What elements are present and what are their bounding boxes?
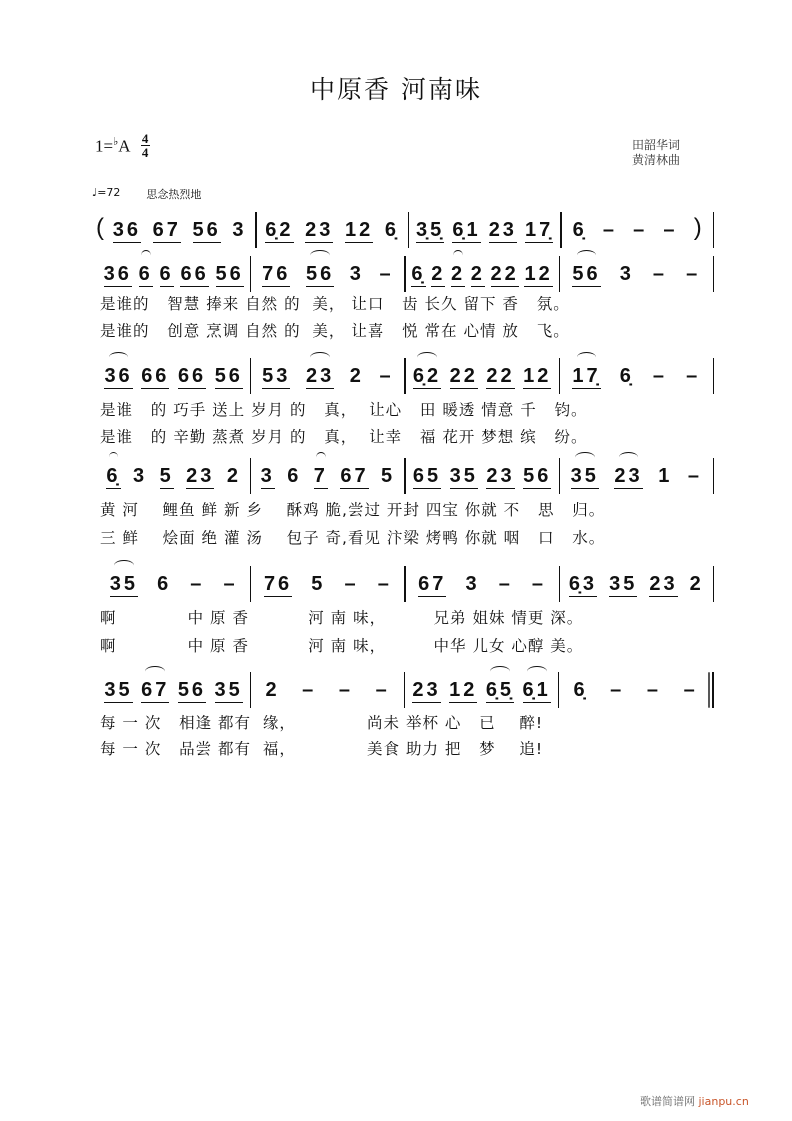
barline [713, 256, 714, 292]
measure [251, 262, 404, 287]
tempo-mark: ♩=72 [92, 186, 121, 199]
note-group: 53 [262, 365, 291, 387]
dash-extension: – [652, 365, 668, 387]
note-group: 6̣ [573, 679, 588, 701]
note-group: 35 [109, 573, 138, 595]
note-group: 6̣ [384, 219, 399, 241]
note-group: 6 [157, 573, 172, 595]
dash-extension: – [531, 573, 547, 595]
expression: 思念热烈地 [146, 188, 202, 201]
lyric-line: 每 一 次 相逢 都有 缘， 尚未 举杯 心 已 醉! [100, 714, 544, 732]
note-group: 6 [138, 263, 153, 285]
note-group: 67 [340, 465, 369, 487]
note-group: 5 [159, 465, 174, 487]
note-group: 66 [177, 365, 207, 387]
note-group: 6̣3 [568, 573, 598, 595]
measure [97, 464, 250, 489]
note-group: 56 [305, 263, 335, 285]
measure [560, 262, 713, 287]
lyric-line: 是谁的 智慧 捧来 自然 的 美， 让口 齿 长久 留下 香 氛。 [100, 295, 570, 313]
dash-extension: – [686, 365, 701, 387]
note-group: 2 [450, 263, 466, 285]
composer: 黄清林曲 [632, 153, 681, 167]
note-group: 6̣ [106, 465, 121, 487]
note-group: 23 [305, 365, 335, 387]
note-group: 56 [214, 365, 243, 387]
time-top: 4 [141, 131, 149, 146]
note-group: 23 [649, 573, 678, 595]
measure [97, 364, 250, 389]
note-group: 23 [305, 219, 334, 241]
measure [406, 364, 559, 389]
note-group: 3 [232, 219, 247, 241]
measure [251, 464, 404, 489]
watermark-cn: 歌谱简谱网 [640, 1095, 695, 1108]
note-group: 36 [103, 263, 132, 285]
note-group: 6̣2 [412, 365, 442, 387]
note-group: 6 [287, 465, 302, 487]
note-group: 3 [132, 465, 148, 487]
barline [713, 212, 714, 248]
dash-extension: – [375, 679, 390, 701]
lyric-line: 是谁的 创意 烹调 自然 的 美， 让喜 悦 常在 心情 放 飞。 [100, 322, 570, 340]
note-group: 56 [523, 465, 552, 487]
note-group: 67 [141, 679, 170, 701]
note-group: 76 [263, 573, 293, 595]
music-row [96, 572, 714, 602]
watermark-en: jianpu.cn [698, 1095, 749, 1108]
note-group: 56 [215, 263, 244, 285]
note-group: 5 [311, 573, 326, 595]
note-group: 76 [262, 263, 291, 285]
barline [713, 566, 714, 602]
repeat-paren-close: ) [693, 214, 702, 241]
lyricist: 田韶华词 [632, 138, 681, 152]
note-group: 7 [313, 465, 328, 487]
measure [251, 364, 404, 389]
note-group: 12 [524, 263, 553, 285]
note-group: 6̣ [411, 263, 426, 285]
lyric-line: 每 一 次 品尝 都有 福， 美食 助力 把 梦 追! [100, 740, 544, 758]
note-group: 56 [177, 679, 207, 701]
note-group: 2 [470, 263, 485, 285]
key-signature [95, 132, 150, 159]
measure [560, 572, 713, 597]
music-row [96, 678, 714, 708]
credits [632, 138, 680, 168]
dash-extension: – [190, 573, 205, 595]
note-group: 17̣ [572, 365, 601, 387]
song-title: 中原香 河南味 [310, 75, 482, 104]
note-group: 66 [141, 365, 170, 387]
note-group: 22 [486, 365, 515, 387]
note-group: 2 [431, 263, 446, 285]
dash-extension: – [379, 365, 394, 387]
note-group: 3 [260, 465, 275, 487]
note-group: 56 [192, 219, 221, 241]
measure [406, 262, 559, 287]
note-group: 6̣1 [522, 679, 551, 701]
dash-extension: – [379, 263, 394, 285]
note-group: 67 [152, 219, 181, 241]
music-row [96, 464, 714, 494]
measure [409, 218, 560, 243]
note-group: 35 [609, 573, 638, 595]
note-group: 17̣ [525, 219, 554, 241]
note-group: 22 [449, 365, 478, 387]
note-group: 6̣1 [452, 219, 481, 241]
note-group: 2 [689, 573, 704, 595]
note-group: 12 [345, 219, 374, 241]
note-group: 23 [614, 465, 643, 487]
note-group: 12 [523, 365, 552, 387]
dash-extension: – [498, 573, 513, 595]
music-row [96, 364, 714, 394]
note-group: 6̣2 [265, 219, 294, 241]
note-group: 35 [104, 679, 133, 701]
dash-extension: – [338, 679, 353, 701]
note-group: 56 [572, 263, 601, 285]
note-group: 35 [449, 465, 478, 487]
lyric-line: 啊 中 原 香 河 南 味， 兄弟 姐妹 情更 深。 [100, 609, 584, 627]
note-group: 2 [265, 679, 280, 701]
note-group: 6̣ [572, 219, 587, 241]
tempo [92, 186, 201, 202]
dash-extension: – [687, 465, 703, 487]
measure [97, 262, 250, 287]
dash-extension: – [663, 219, 678, 241]
time-bottom: 4 [141, 145, 149, 160]
dash-extension: – [633, 219, 648, 241]
note-group: 12 [449, 679, 478, 701]
lyric-line: 黄 河 鲤鱼 鲜 新 乡 酥鸡 脆,尝过 开封 四宝 你就 不 思 归。 [100, 501, 606, 519]
measure [257, 218, 408, 243]
dash-extension: – [610, 679, 625, 701]
note-group: 35 [570, 465, 599, 487]
note-group: 23 [186, 465, 215, 487]
lyric-line: 啊 中 原 香 河 南 味， 中华 儿女 心醇 美。 [100, 637, 584, 655]
note-group: 6̣ [619, 365, 634, 387]
note-group: 2 [349, 365, 364, 387]
note-group: 65 [412, 465, 442, 487]
note-group: 36 [104, 365, 133, 387]
measure [405, 678, 558, 703]
measure [406, 464, 559, 489]
note-group: 3̣5̣ [416, 219, 445, 241]
note-group: 22 [490, 263, 519, 285]
key-note: A [118, 136, 131, 156]
key-text [95, 135, 131, 157]
watermark [640, 1093, 749, 1109]
measure [560, 364, 713, 389]
note-group: 36 [112, 219, 142, 241]
barline [713, 458, 714, 494]
repeat-paren-open: ( [96, 214, 104, 241]
note-group: 23 [486, 465, 515, 487]
note-group: 3 [349, 263, 364, 285]
measure [560, 464, 713, 489]
note-group: 5 [381, 465, 396, 487]
measure [559, 678, 712, 702]
flat-sign: ♭ [113, 135, 119, 148]
note-group: 3 [465, 573, 480, 595]
music-row [96, 214, 714, 248]
measure [251, 678, 404, 702]
dash-extension: – [302, 679, 317, 701]
music-row [96, 262, 714, 292]
lyric-line: 三 鲜 烩面 绝 灌 汤 包子 奇,看见 汴梁 烤鸭 你就 咽 口 水。 [100, 529, 606, 547]
lyric-line: 是谁 的 辛勤 蒸煮 岁月 的 真， 让幸 福 花开 梦想 缤 纷。 [100, 428, 588, 446]
measure [97, 572, 250, 597]
barline [713, 358, 714, 394]
note-group: 23 [488, 219, 517, 241]
dash-extension: – [602, 219, 617, 241]
measure [406, 572, 559, 597]
lyric-line: 是谁 的 巧手 送上 岁月 的 真， 让心 田 暖透 情意 千 钧。 [100, 401, 588, 419]
time-signature [141, 132, 150, 159]
measure [97, 678, 250, 703]
key-prefix: 1= [95, 136, 114, 156]
note-group: 67 [418, 573, 447, 595]
dash-extension: – [683, 679, 698, 701]
note-group: 66 [180, 263, 209, 285]
measure [251, 572, 404, 597]
note-group: 6̣5̣ [485, 679, 515, 701]
dash-extension: – [652, 263, 668, 285]
note-group: 35 [214, 679, 243, 701]
dash-extension: – [377, 573, 392, 595]
dash-extension: – [344, 573, 359, 595]
dash-extension: – [646, 679, 661, 701]
dash-extension: – [686, 263, 701, 285]
measure [104, 218, 255, 243]
note-group: 2 [226, 465, 241, 487]
measure [562, 214, 713, 242]
dash-extension: – [223, 573, 238, 595]
note-group: 6 [159, 263, 174, 285]
note-group: 23 [412, 679, 441, 701]
note-group: 3 [619, 263, 634, 285]
final-barline [712, 672, 714, 708]
note-group: 1 [658, 465, 673, 487]
